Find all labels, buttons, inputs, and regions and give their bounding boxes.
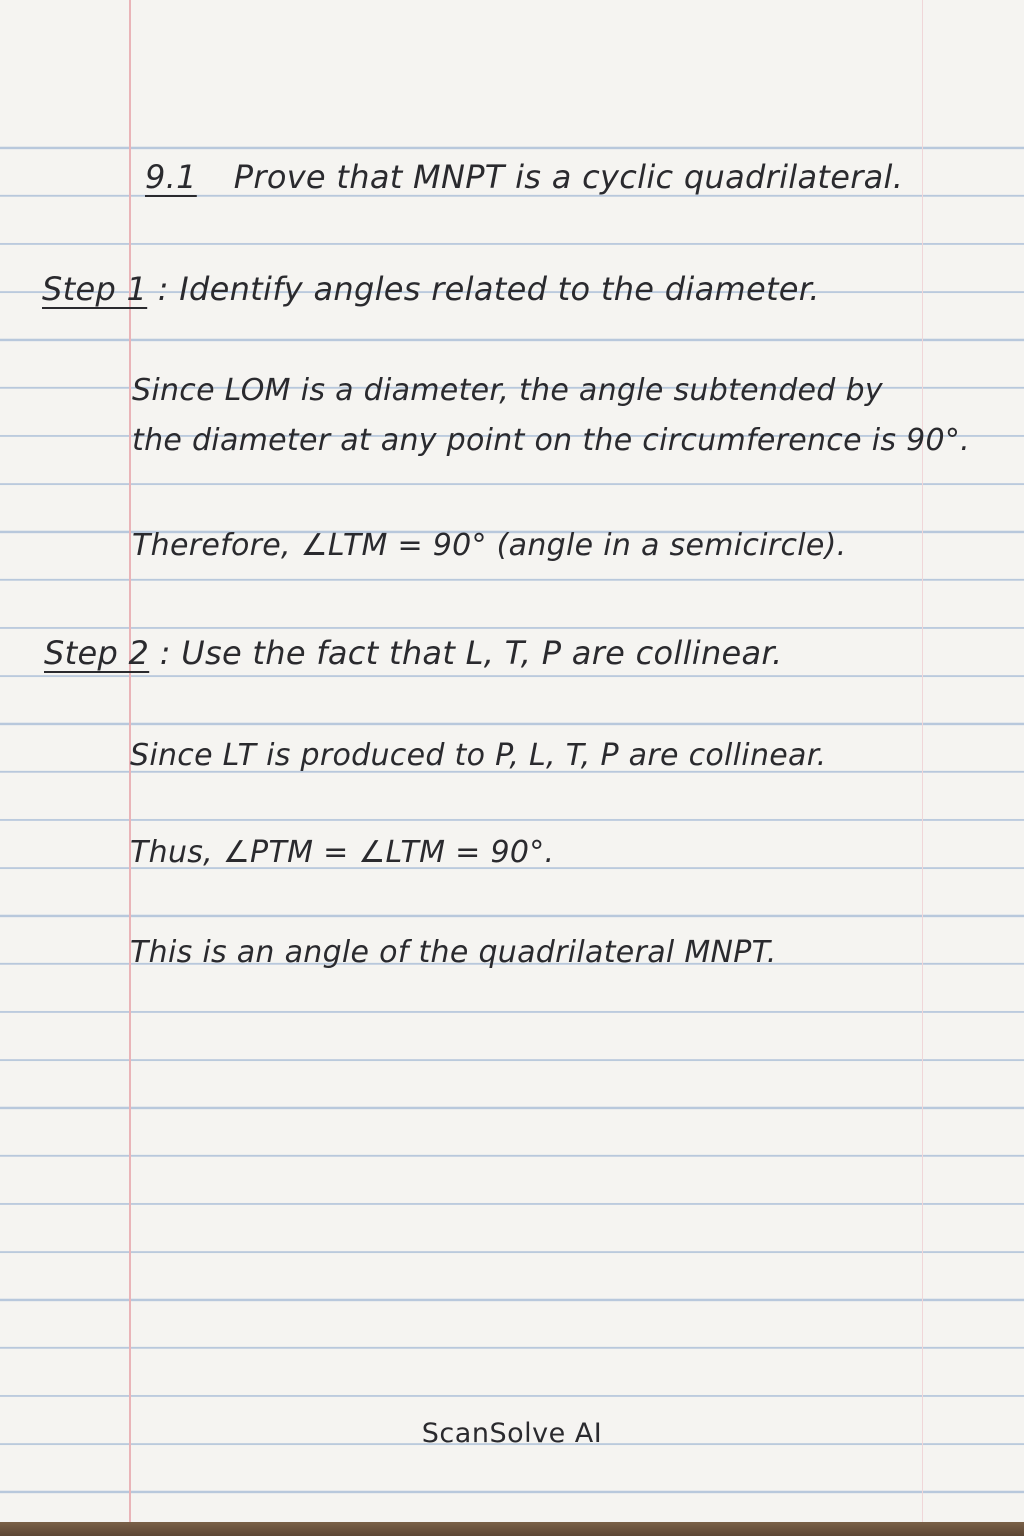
problem-statement: Prove that MNPT is a cyclic quadrilateral. <box>233 158 904 196</box>
step2-title: Use the fact that L, T, P are collinear. <box>181 634 783 672</box>
step1-line-3: Therefore, ∠LTM = 90° (angle in a semicircle). <box>132 528 847 563</box>
step2-heading <box>44 634 782 672</box>
paper-top-margin <box>0 0 1024 120</box>
step1-heading <box>42 270 820 308</box>
step2-line-2: Thus, ∠PTM = ∠LTM = 90°. <box>130 835 555 870</box>
step2-line-1: Since LT is produced to P, L, T, P are collinear. <box>130 738 827 773</box>
scansolve-watermark: ScanSolve AI <box>421 1418 603 1449</box>
step1-line-1: Since LOM is a diameter, the angle subtended by <box>132 373 883 408</box>
step2-separator: : <box>159 634 171 672</box>
step2-line-3: This is an angle of the quadrilateral MNPT. <box>130 935 777 970</box>
desk-surface <box>0 1522 1024 1536</box>
step1-title: Identify angles related to the diameter. <box>179 270 820 308</box>
step1-line-2: the diameter at any point on the circumference is 90°. <box>132 423 971 458</box>
step2-label: Step 2 <box>44 634 150 672</box>
problem-heading <box>145 158 903 196</box>
step1-label: Step 1 <box>42 270 148 308</box>
right-margin-line <box>922 0 923 1522</box>
problem-number: 9.1 <box>145 158 197 196</box>
step1-separator: : <box>157 270 169 308</box>
